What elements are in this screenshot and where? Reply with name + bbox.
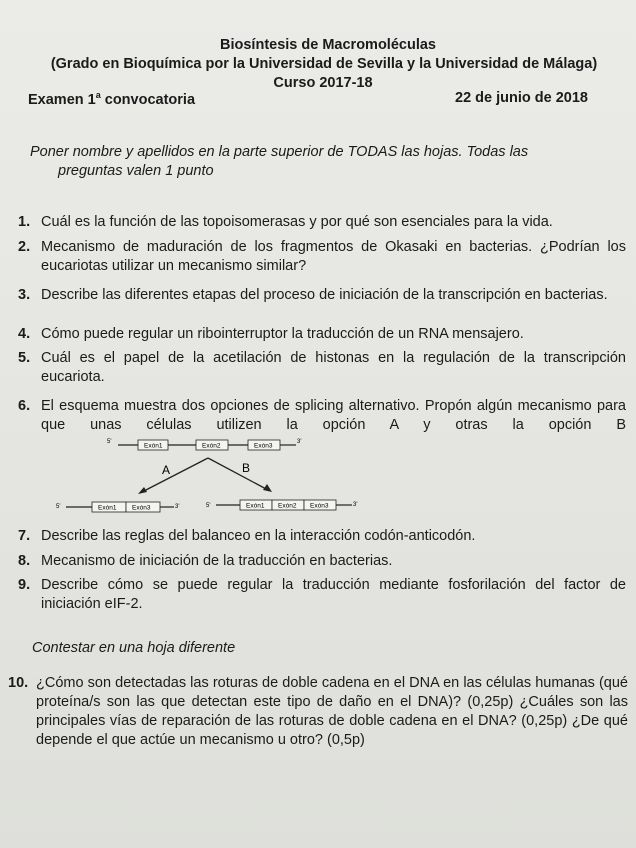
five-prime-label: 5': [206, 503, 211, 509]
question-text: ¿Cómo son detectadas las roturas de doble cadena en el DNA en las células humanas (qué proteína/s son las que detectan este tipo de daño en el DNA)? (0,25p) ¿Cuáles son las principales vías de reparación de las roturas de doble cadena en el DNA? (0,25p) ¿De qué depende el que actúe un mecanismo u otro? (0,5p): [36, 675, 628, 748]
option-b-label: B: [242, 461, 251, 475]
arrow-a-head: [138, 487, 147, 494]
question-text: Mecanismo de iniciación de la traducción en bacterias.: [41, 553, 393, 569]
question-6: [18, 397, 626, 435]
exon1-label: Exón1: [98, 504, 117, 512]
exon3-label: Exón3: [310, 502, 329, 510]
question-8: [18, 552, 626, 571]
question-text: El esquema muestra dos opciones de splicing alternativo. Propón algún mecanismo para que unas células utilizen la opción A y otras la opción B: [41, 398, 626, 433]
question-9: [18, 576, 626, 614]
question-text: Describe las reglas del balanceo en la interacción codón-anticodón.: [41, 528, 476, 544]
exam-header: [0, 36, 636, 93]
exam-info-row: [28, 90, 588, 108]
instructions-line-1: Poner nombre y apellidos en la parte superior de TODAS las hojas. Todas las: [30, 144, 529, 160]
splicing-diagram: [40, 432, 380, 516]
question-number: 9.: [18, 577, 31, 593]
question-text: Cómo puede regular un ribointerruptor la traducción de un RNA mensajero.: [41, 326, 524, 342]
question-7: [18, 527, 626, 546]
exon3-label: Exón3: [132, 504, 151, 512]
exon2-label: Exón2: [202, 442, 221, 450]
three-prime-label: 3': [353, 502, 358, 508]
question-number: 5.: [18, 350, 31, 366]
question-text: Describe las diferentes etapas del proceso de iniciación de la transcripción en bacterias.: [41, 287, 608, 303]
instructions: [30, 143, 615, 181]
three-prime-label: 3': [297, 439, 302, 445]
question-number: 4.: [18, 326, 31, 342]
question-number: 1.: [18, 214, 31, 230]
question-number: 7.: [18, 528, 31, 544]
instructions-line-2: preguntas valen 1 punto: [58, 163, 214, 179]
exon1-label: Exón1: [144, 442, 163, 450]
question-1: [18, 213, 626, 232]
arrow-b-head: [263, 484, 272, 492]
exon3-label: Exón3: [254, 442, 273, 450]
three-prime-label: 3': [175, 504, 180, 510]
question-number: 3.: [18, 287, 31, 303]
question-text: Cuál es la función de las topoisomerasas y por qué son esenciales para la vida.: [41, 214, 553, 230]
question-text: Describe cómo se puede regular la traducción mediante fosforilación del factor de iniciación eIF-2.: [41, 577, 626, 612]
question-2: [18, 238, 626, 276]
separate-sheet-note: Contestar en una hoja diferente: [32, 640, 236, 656]
exam-date: 22 de junio de 2018: [455, 90, 588, 106]
question-number: 2.: [18, 239, 31, 255]
question-5: [18, 349, 626, 387]
question-number: 8.: [18, 553, 31, 569]
arrow-a: [142, 458, 208, 492]
course-year: Curso 2017-18: [273, 75, 373, 91]
exam-call: Examen 1$^a$ convocatoria: [28, 90, 196, 108]
question-3: [18, 286, 626, 305]
question-10: [8, 674, 628, 750]
exam-subtitle: (Grado en Bioquímica por la Universidad de Sevilla y la Universidad de Málaga): [50, 56, 598, 72]
option-a-label: A: [162, 463, 171, 477]
five-prime-label: 5': [107, 439, 112, 445]
question-number: 10.: [8, 675, 29, 691]
five-prime-label: 5': [56, 504, 61, 510]
exon1-label: Exón1: [246, 502, 265, 510]
arrow-b: [208, 458, 268, 490]
exam-title: Biosíntesis de Macromoléculas: [220, 37, 436, 53]
question-text: Cuál es el papel de la acetilación de histonas en la regulación de la transcripción eucariota.: [41, 350, 626, 385]
question-text: Mecanismo de maduración de los fragmentos de Okasaki en bacterias. ¿Podrían los eucariotas utilizar un mecanismo similar?: [41, 239, 626, 274]
question-number: 6.: [18, 398, 31, 414]
question-4: [18, 325, 626, 344]
exon2-label: Exón2: [278, 502, 297, 510]
